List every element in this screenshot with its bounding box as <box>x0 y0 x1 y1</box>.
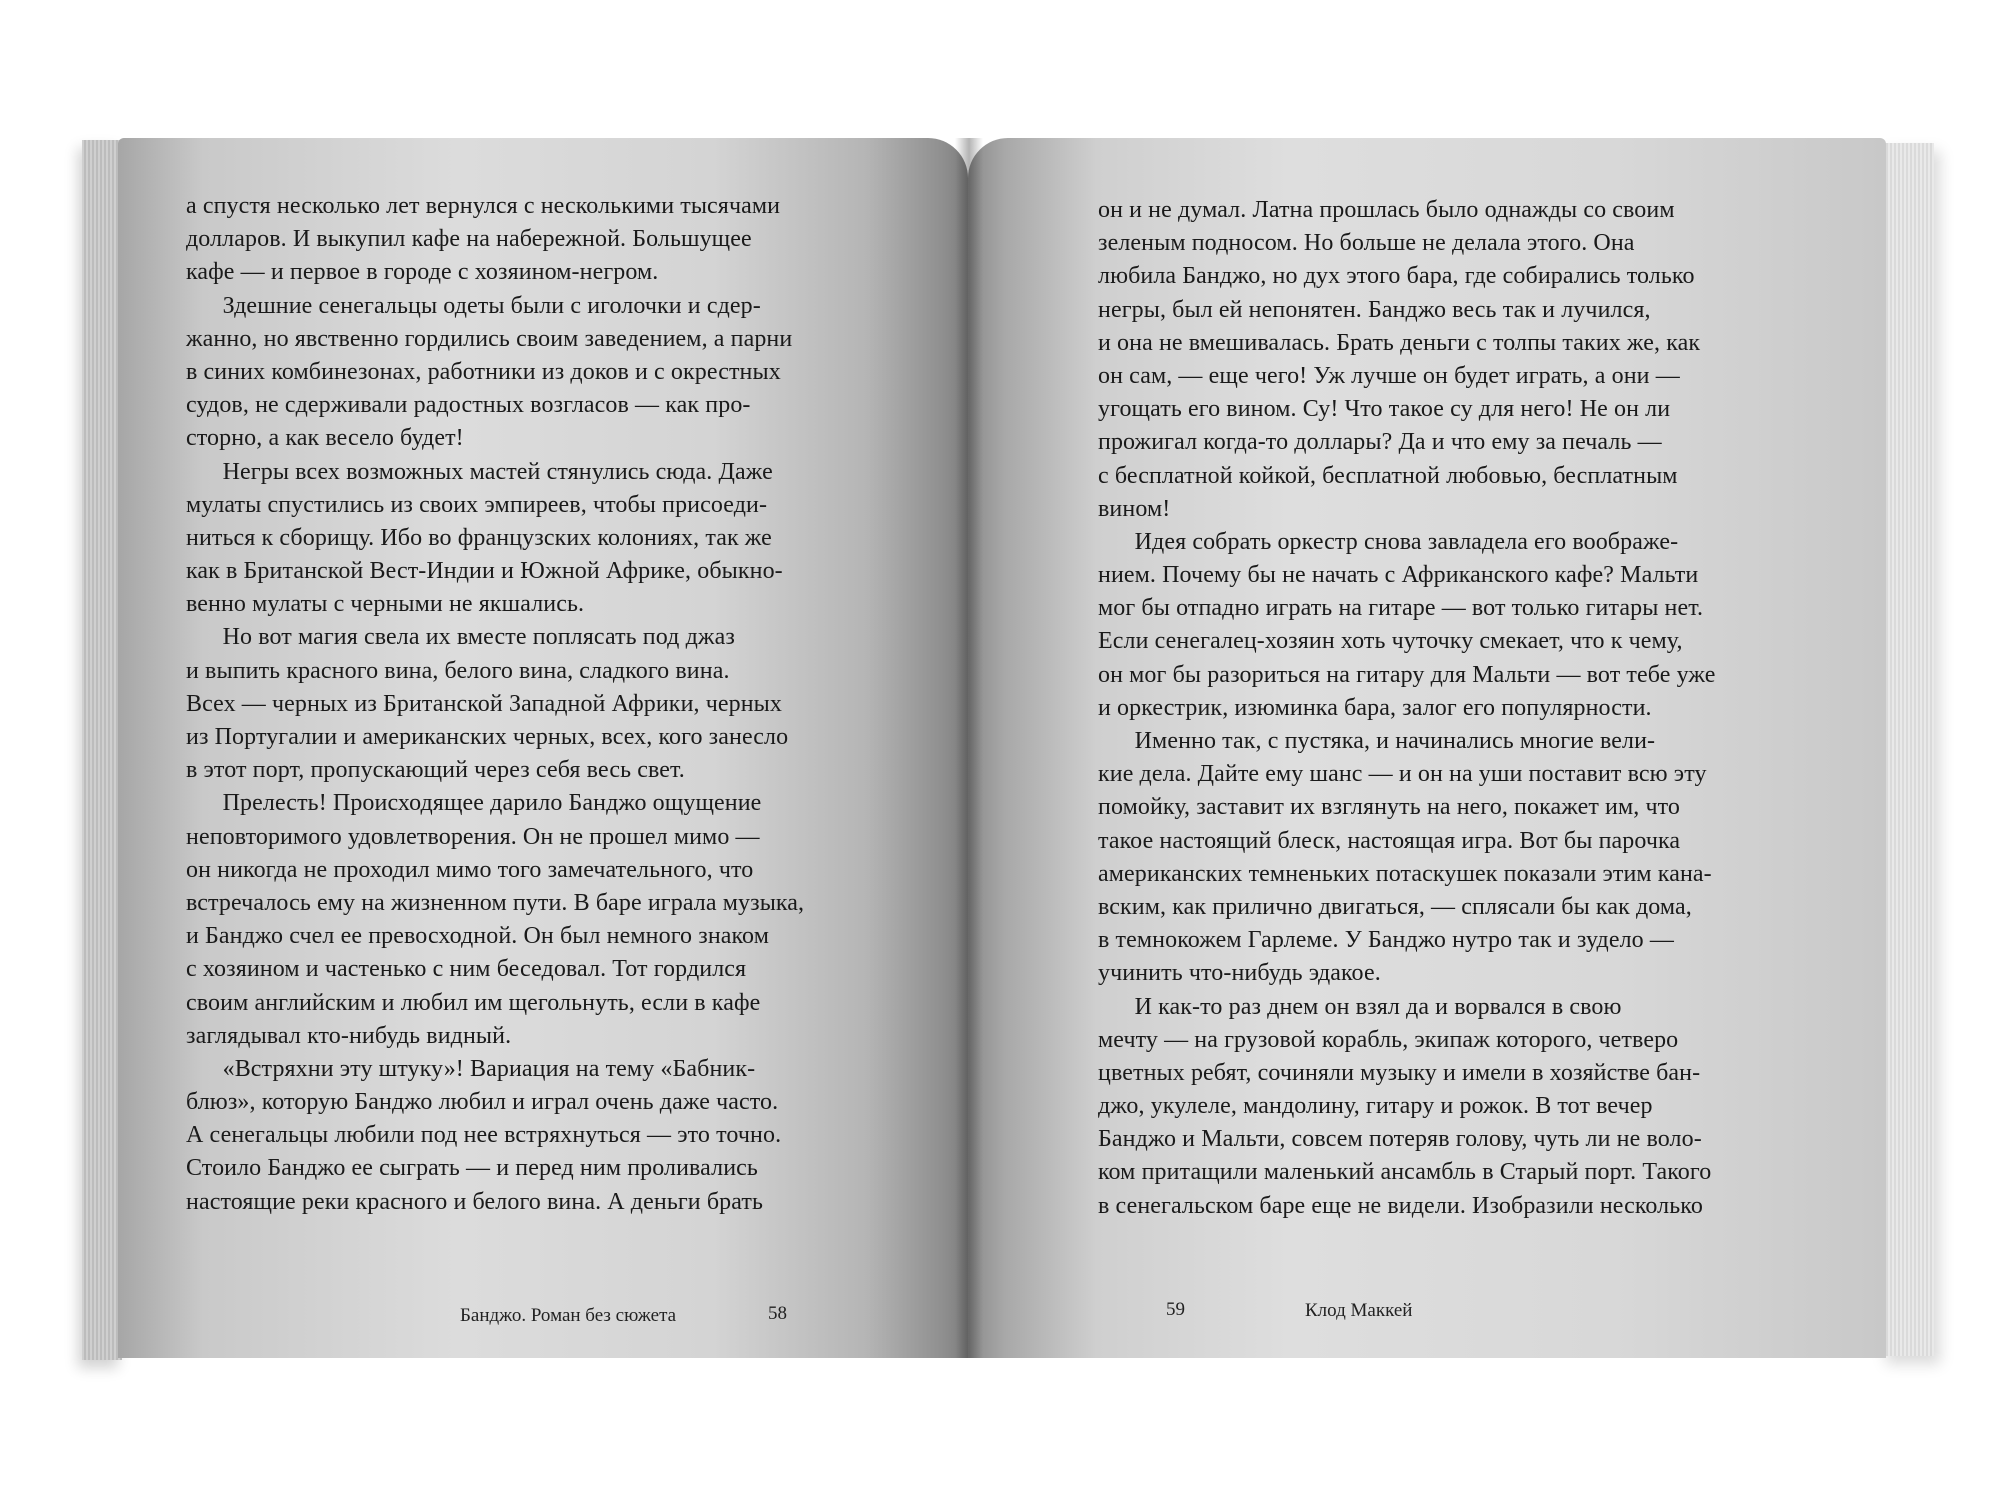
left-page-text <box>186 190 804 1219</box>
left_page-text-line: неповторимого удовлетворения. Он не прошел мимо — <box>186 823 760 850</box>
right_page-text-line: И как-то раз днем он взял да и ворвался в свою <box>1098 993 1622 1020</box>
right_page-text-line: и она не вмешивалась. Брать деньги с толпы таких же, как <box>1098 329 1701 356</box>
left_page-text-line: и Банджо счел ее превосходной. Он был немного знаком <box>186 923 769 950</box>
right_page-text-line: ком притащили маленький ансамбль в Старый порт. Такого <box>1098 1159 1712 1186</box>
right_page-text-line: джо, укулеле, мандолину, гитару и рожок. В тот вечер <box>1098 1093 1653 1120</box>
left_page-text-line: заглядывал кто-нибудь видный. <box>186 1022 512 1049</box>
left_page-text-line: настоящие реки красного и белого вина. А деньги брать <box>186 1188 764 1215</box>
left_page-text-line: своим английским и любил им щегольнуть, если в кафе <box>186 989 761 1016</box>
left_page-text-line: долларов. И выкупил кафе на набережной. Большущее <box>186 226 752 253</box>
right_page-text-line: мог бы отпадно играть на гитаре — вот только гитары нет. <box>1098 595 1704 622</box>
left_page-text-line: Прелесть! Происходящее дарило Банджо ощущение <box>186 790 762 817</box>
left_page-text-line: судов, не сдерживали радостных возгласов — как про- <box>186 392 751 419</box>
left_page-text-line: встречалось ему на жизненном пути. В баре играла музыка, <box>186 889 805 916</box>
left_page-text-line: Но вот магия свела их вместе поплясать под джаз <box>186 624 735 651</box>
left_page-text-line: кафе — и первое в городе с хозяином-негром. <box>186 259 659 286</box>
left_page-text-line: сторно, а как весело будет! <box>186 425 464 452</box>
book-gutter <box>955 138 983 1358</box>
right_page-text-line: негры, был ей непонятен. Банджо весь так и лучился, <box>1098 296 1651 323</box>
right_page-text-line: он сам, — еще чего! Уж лучше он будет играть, а они — <box>1098 362 1680 389</box>
right_page-text-line: в темнокожем Гарлеме. У Банджо нутро так и зудело — <box>1098 927 1674 954</box>
left_page-text-line: жанно, но явственно гордились своим заведением, а парни <box>186 325 793 352</box>
right-page-number: 59 <box>1166 1299 1185 1320</box>
right_page-text-line: угощать его вином. Су! Что такое су для него! Не он ли <box>1098 396 1671 423</box>
left_page-text-line: он никогда не проходил мимо того замечательного, что <box>186 856 754 883</box>
right_page-text-line: зеленым подносом. Но больше не делала этого. Она <box>1098 230 1635 257</box>
right_page-text-line: мечту — на грузовой корабль, экипаж которого, четверо <box>1098 1026 1679 1053</box>
left_page-text-line: а спустя несколько лет вернулся с несколькими тысячами <box>186 193 781 219</box>
right_page-text-line: такое настоящий блеск, настоящая игра. Вот бы парочка <box>1098 827 1681 854</box>
right_page-text-line: он и не думал. Латна прошлась было однажды со своим <box>1098 197 1675 223</box>
left-page-stack-edge <box>82 140 122 1360</box>
right_page-text-line: в сенегальском баре еще не видели. Изобразили несколько <box>1098 1192 1703 1219</box>
left_page-text-line: «Встряхни эту штуку»! Вариация на тему «Бабник- <box>186 1055 756 1082</box>
right_page-text-line: прожигал когда-то доллары? Да и что ему за печаль — <box>1098 429 1662 456</box>
right_page-text-line: Если сенегалец-хозяин хоть чуточку смекает, что к чему, <box>1098 628 1683 655</box>
right_page-text-line: помойку, заставит их взглянуть на него, покажет им, что <box>1098 794 1681 821</box>
right_page-text-line: с бесплатной койкой, бесплатной любовью, бесплатным <box>1098 462 1678 489</box>
right-page-text <box>1098 194 1715 1223</box>
right_page-text-line: учинить что-нибудь эдакое. <box>1098 960 1381 987</box>
left_page-text-line: как в Британской Вест-Индии и Южной Африке, обыкно- <box>186 558 783 585</box>
right_page-text-line: нием. Почему бы не начать с Африканского кафе? Мальти <box>1098 562 1699 589</box>
right-page-stack-edge <box>1880 143 1934 1356</box>
right-running-title: Клод Маккей <box>1305 1300 1413 1321</box>
right_page-text-line: Именно так, с пустяка, и начинались многие вели- <box>1098 728 1656 754</box>
right_page-text-line: Идея собрать оркестр снова завладела его воображе- <box>1098 528 1679 555</box>
right_page-text-line: кие дела. Дайте ему шанс — и он на уши поставит всю эту <box>1098 761 1707 788</box>
left_page-text-line: в этот порт, пропускающий через себя весь свет. <box>186 757 685 784</box>
left_page-text-line: Негры всех возможных мастей стянулись сюда. Даже <box>186 458 773 485</box>
left_page-text-line: и выпить красного вина, белого вина, сладкого вина. <box>186 657 730 684</box>
left-page-number: 58 <box>768 1303 787 1324</box>
left_page-text-line: мулаты спустились из своих эмпиреев, чтобы присоеди- <box>186 491 768 518</box>
left_page-text-line: блюз», которую Банджо любил и играл очень даже часто. <box>186 1089 779 1116</box>
left_page-text-line: венно мулаты с черными не якшались. <box>186 591 585 618</box>
right_page-text-line: вином! <box>1098 495 1171 522</box>
left_page-text-line: А сенегальцы любили под нее встряхнуться — это точно. <box>186 1122 782 1149</box>
right_page-text-line: и оркестрик, изюминка бара, залог его популярности. <box>1098 694 1652 721</box>
right_page-text-line: он мог бы разориться на гитару для Мальти — вот тебе уже <box>1098 661 1716 688</box>
left_page-text-line: Всех — черных из Британской Западной Африки, черных <box>186 690 783 717</box>
left_page-text-line: ниться к сборищу. Ибо во французских колониях, так же <box>186 524 772 551</box>
left_page-text-line: в синих комбинезонах, работники из доков и с окрестных <box>186 358 781 385</box>
right_page-text-line: цветных ребят, сочиняли музыку и имели в хозяйстве бан- <box>1098 1059 1701 1086</box>
left_page-text-line: Стоило Банджо ее сыграть — и перед ним проливались <box>186 1155 758 1182</box>
right_page-text-line: любила Банджо, но дух этого бара, где собирались только <box>1098 263 1695 290</box>
left-running-title: Банджо. Роман без сюжета <box>460 1305 677 1326</box>
right_page-text-line: Банджо и Мальти, совсем потеряв голову, чуть ли не воло- <box>1098 1126 1702 1153</box>
right_page-text-line: вским, как прилично двигаться, — сплясали бы как дома, <box>1098 893 1692 920</box>
left_page-text-line: с хозяином и частенько с ним беседовал. Тот гордился <box>186 956 747 983</box>
right_page-text-line: американских темненьких потаскушек показали этим кана- <box>1098 860 1712 887</box>
left_page-text-line: Здешние сенегальцы одеты были с иголочки и сдер- <box>186 292 761 319</box>
left_page-text-line: из Португалии и американских черных, всех, кого занесло <box>186 724 789 750</box>
